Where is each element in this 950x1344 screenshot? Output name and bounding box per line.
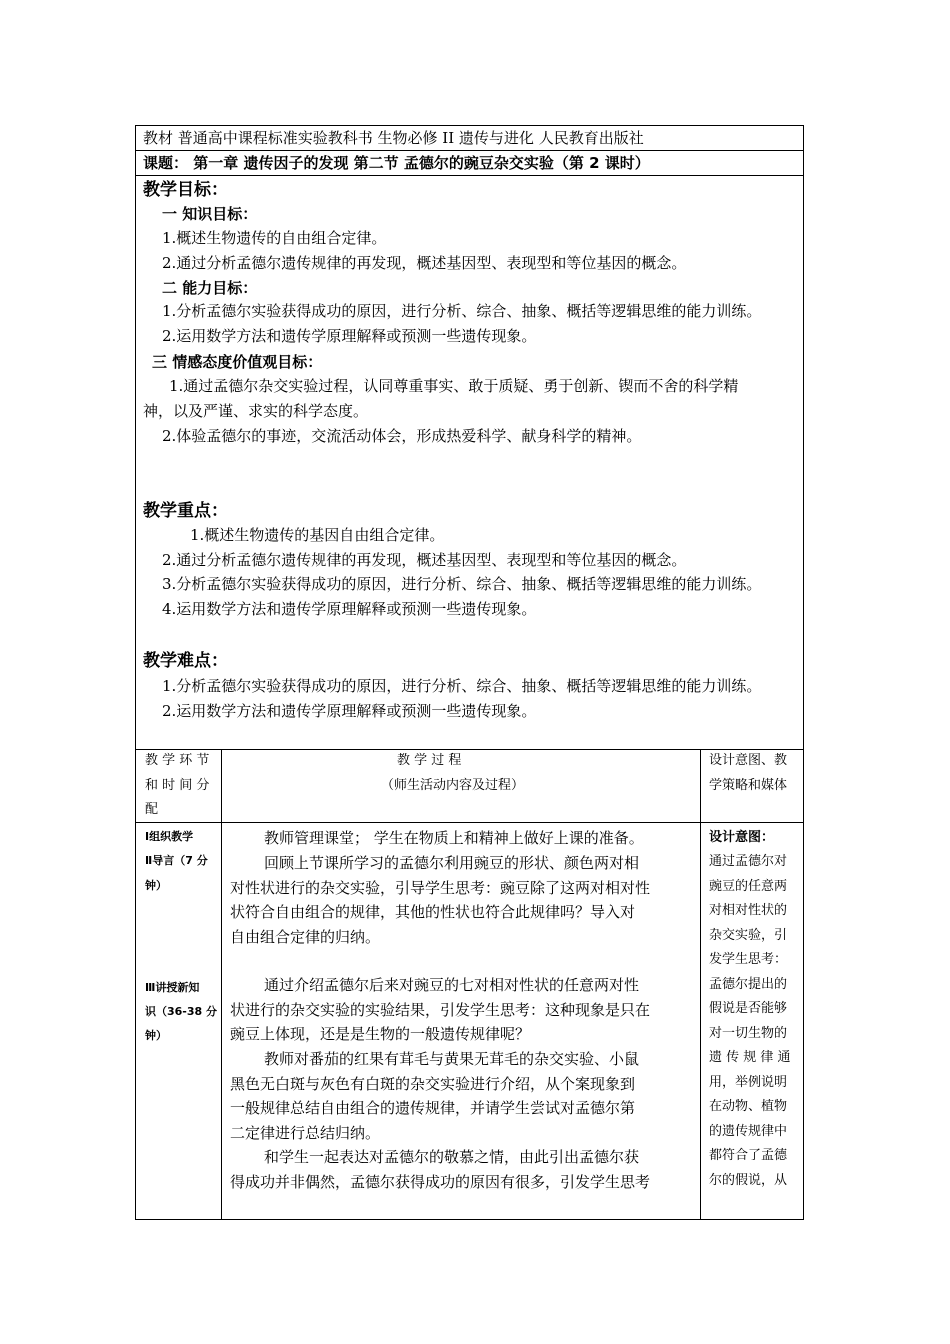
design-line: 假说是否能够 bbox=[709, 1001, 788, 1016]
design-line: 遗 传 规 律 通 bbox=[709, 1050, 791, 1065]
process-paragraph-4 bbox=[230, 1047, 694, 1145]
process-line: 二定律进行总结归纳。 bbox=[230, 1123, 381, 1142]
col1-header-line: 配 bbox=[145, 802, 159, 817]
process-paragraph-5 bbox=[230, 1145, 694, 1194]
design-line: 发学生思考： bbox=[709, 952, 788, 967]
design-intent-text bbox=[709, 850, 799, 1193]
design-line: 对相对性状的 bbox=[709, 903, 788, 918]
process-line: 豌豆上体现，还是是生物的一般遗传规律呢？ bbox=[230, 1025, 531, 1043]
difficulties-heading: 教学难点： bbox=[143, 651, 228, 671]
knowledge-item: 1.概述生物遗传的自由组合定律。 bbox=[162, 229, 387, 247]
stage-label: 识（36-38 分 bbox=[145, 1005, 218, 1018]
process-paragraph-1 bbox=[230, 826, 694, 851]
col2-header-title: 教 学 过 程 bbox=[397, 753, 462, 768]
process-header-divider bbox=[135, 822, 804, 823]
stage-label: 钟） bbox=[145, 879, 167, 892]
process-line: 教师管理课堂； 学生在物质上和精神上做好上课的准备。 bbox=[264, 829, 644, 847]
knowledge-item: 2.通过分析孟德尔遗传规律的再发现，概述基因型、表现型和等位基因的概念。 bbox=[162, 254, 687, 272]
process-paragraph-2 bbox=[230, 851, 694, 949]
key-point-item: 4.运用数学方法和遗传学原理解释或预测一些遗传现象。 bbox=[162, 600, 537, 618]
design-line: 用，举例说明 bbox=[709, 1074, 788, 1090]
emotion-item-1-line-2: 神，以及严谨、求实的科学态度。 bbox=[143, 402, 369, 420]
col1-header-line: 教 学 环 节 bbox=[145, 753, 210, 768]
emotion-item-1-line-1: 1.通过孟德尔杂交实验过程，认同尊重事实、敢于质疑、勇于创新、锲而不舍的科学精 bbox=[169, 377, 739, 395]
difficulty-item: 1.分析孟德尔实验获得成功的原因，进行分析、综合、抽象、概括等逻辑思维的能力训练。 bbox=[162, 677, 762, 695]
knowledge-heading: 一 知识目标： bbox=[162, 205, 258, 223]
header-divider-1 bbox=[135, 150, 804, 151]
design-line: 通过孟德尔对 bbox=[709, 854, 788, 869]
col3-header-line: 设计意图、教 bbox=[709, 753, 788, 768]
ability-item: 2.运用数学方法和遗传学原理解释或预测一些遗传现象。 bbox=[162, 327, 537, 345]
ability-heading: 二 能力目标： bbox=[162, 279, 258, 297]
process-line: 自由组合定律的归纳。 bbox=[230, 927, 381, 946]
difficulty-item: 2.运用数学方法和遗传学原理解释或预测一些遗传现象。 bbox=[162, 702, 537, 720]
design-intent-heading: 设计意图： bbox=[709, 830, 775, 845]
key-points-heading: 教学重点： bbox=[143, 501, 228, 521]
objectives-heading: 教学目标： bbox=[143, 180, 228, 200]
process-line: 状符合自由组合的规律，其他的性状也符合此规律吗？导入对 bbox=[230, 903, 636, 921]
col3-header-line: 学策略和媒体 bbox=[709, 778, 788, 793]
process-line: 状进行的杂交实验的实验结果，引发学生思考：这种现象是只在 bbox=[230, 1000, 651, 1019]
ability-item: 1.分析孟德尔实验获得成功的原因，进行分析、综合、抽象、概括等逻辑思维的能力训练。 bbox=[162, 302, 762, 320]
emotion-item-2: 2.体验孟德尔的事迹，交流活动体会，形成热爱科学、献身科学的精神。 bbox=[162, 427, 642, 445]
design-line: 豌豆的任意两 bbox=[709, 878, 788, 894]
stage-label: Ⅱ导言（7 分 bbox=[145, 854, 208, 867]
design-line: 都符合了孟德 bbox=[709, 1148, 788, 1163]
process-line: 一般规律总结自由组合的遗传规律，并请学生尝试对孟德尔第 bbox=[230, 1099, 636, 1117]
emotion-heading: 三 情感态度价值观目标： bbox=[152, 353, 323, 371]
col1-header-line: 和 时 间 分 bbox=[145, 778, 210, 793]
topic-line: 课题： 第一章 遗传因子的发现 第二节 孟德尔的豌豆杂交实验（第 2 课时） bbox=[143, 154, 650, 172]
key-point-item: 3.分析孟德尔实验获得成功的原因，进行分析、综合、抽象、概括等逻辑思维的能力训练。 bbox=[162, 575, 762, 593]
process-col-divider-1 bbox=[221, 749, 222, 1220]
process-paragraph-3 bbox=[230, 973, 694, 1047]
process-line: 和学生一起表达对孟德尔的敬慕之情，由此引出孟德尔获 bbox=[264, 1148, 640, 1166]
process-line: 通过介绍孟德尔后来对豌豆的七对相对性状的任意两对性 bbox=[264, 976, 640, 994]
process-line: 教师对番茄的红果有茸毛与黄果无茸毛的杂交实验、小鼠 bbox=[264, 1050, 640, 1068]
key-point-item: 2.通过分析孟德尔遗传规律的再发现，概述基因型、表现型和等位基因的概念。 bbox=[162, 551, 687, 569]
stage-label: 钟） bbox=[145, 1029, 167, 1042]
design-line: 杂交实验，引 bbox=[709, 927, 788, 943]
key-point-item: 1.概述生物遗传的基因自由组合定律。 bbox=[190, 526, 445, 544]
design-line: 的遗传规律中 bbox=[709, 1123, 788, 1139]
design-line: 尔的假说，从 bbox=[709, 1172, 788, 1188]
design-line: 在动物、植物 bbox=[709, 1099, 788, 1114]
process-line: 黑色无白斑与灰色有白斑的杂交实验进行介绍，从个案现象到 bbox=[230, 1074, 636, 1093]
process-col-divider-2 bbox=[700, 749, 701, 1220]
process-line: 回顾上节课所学习的孟德尔利用豌豆的形状、颜色两对相 bbox=[264, 854, 640, 872]
design-line: 孟德尔提出的 bbox=[709, 976, 788, 992]
textbook-line: 教材 普通高中课程标准实验教科书 生物必修 II 遗传与进化 人民教育出版社 bbox=[143, 129, 644, 147]
stage-label: Ⅰ组织教学 bbox=[145, 830, 194, 843]
col2-header-sub: （师生活动内容及过程） bbox=[381, 778, 525, 793]
stage-label: Ⅲ讲授新知 bbox=[145, 981, 200, 994]
design-line: 对一切生物的 bbox=[709, 1025, 788, 1041]
header-divider-2 bbox=[135, 175, 804, 176]
process-line: 得成功并非偶然，孟德尔获得成功的原因有很多，引发学生思考 bbox=[230, 1172, 651, 1191]
process-line: 对性状进行的杂交实验，引导学生思考：豌豆除了这两对相对性 bbox=[230, 878, 651, 897]
